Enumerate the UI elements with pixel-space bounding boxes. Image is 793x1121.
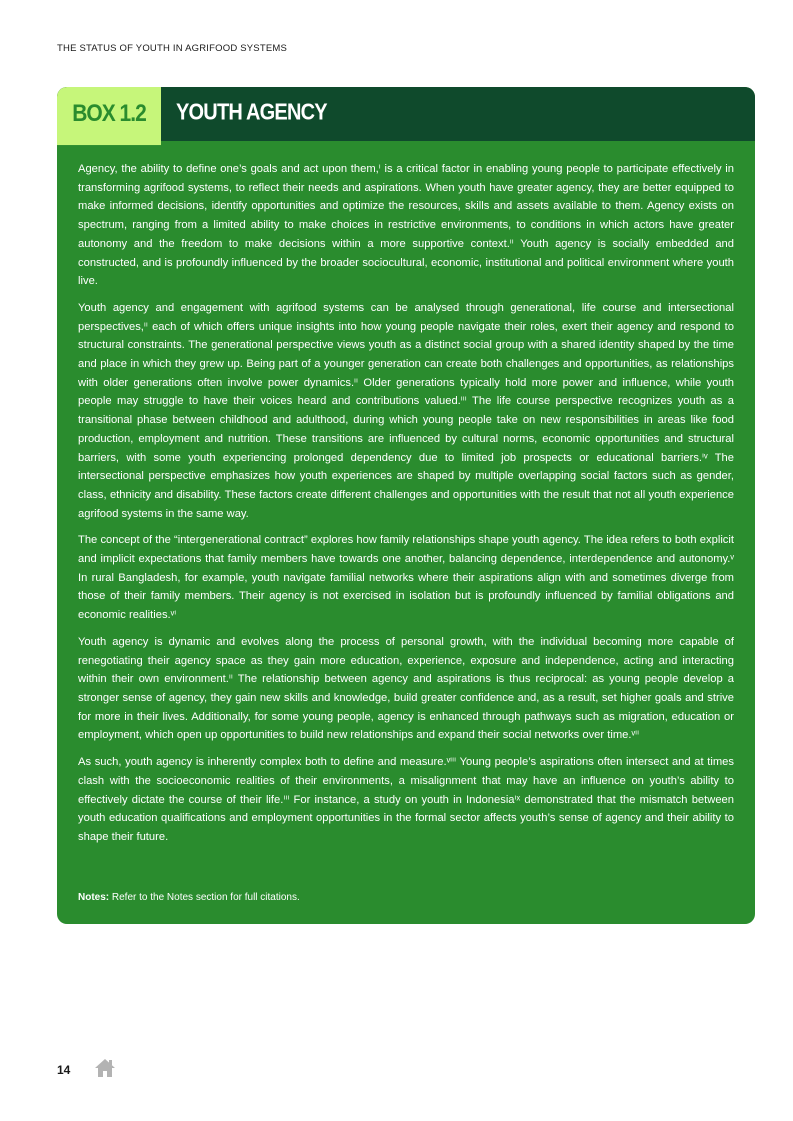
paragraph-4: Youth agency is dynamic and evolves along the process of personal growth, with the individual becoming more capable of renegotiating their agency space as they gain more education, experience, exposure and independence, acting and interacting within their own environment.ⁱⁱ The relationship between agency and aspirations is thus reciprocal: as young people develop a stronger sense of agency, they gain new skills and knowledge, build greater confidence and, as a result, set higher goals and strive for more in their lives. Additionally, for some young people, agency is enhanced through pathways such as migration, education or employment, which open up opportunities to build new relationships and expand their social networks over time.ᵛⁱⁱ: [78, 635, 734, 742]
page-number: 14: [57, 1063, 71, 1077]
notes-text: Refer to the Notes section for full citations.: [109, 892, 300, 903]
paragraph-2: Youth agency and engagement with agrifood systems can be analysed through generational, life course and intersectional perspectives,ⁱⁱ each of which offers unique insights into how young people navigate their roles, exert their agency and respond to structural constraints. The generational perspective views youth as a distinct social group with a shared identity shaped by the time and place in which they grew up. Being part of a younger generation can create both challenges and opportunities, as relationships with older generations often involve power dynamics.ⁱⁱ Older generations typically hold more power and influence, while youth people may struggle to have their voices heard and contributions valued.ⁱⁱⁱ The life course perspective recognizes youth as a transitional phase between childhood and adulthood, during which young people take on new responsibilities in areas like food production, employment and nutrition. These transitions are influenced by cultural norms, economic opportunities and structural barriers, with some youth experiencing prolonged dependency due to limited job prospects or educational barriers.ⁱᵛ The intersectional perspective emphasizes how youth experiences are shaped by multiple overlapping social factors such as gender, class, ethnicity and disability. These factors create different challenges and opportunities with the result that not all youth experience agrifood systems in the same way.: [78, 301, 734, 520]
paragraph-1: Agency, the ability to define one’s goals and act upon them,ⁱ is a critical factor in enabling young people to participate effectively in transforming agrifood systems, to reflect their needs and aspirations. When youth have greater agency, they are better equipped to make informed decisions, identify opportunities and optimize the resources, skills and assets available to them. Agency exists on spectrum, ranging from a limited ability to make choices in restrictive environments, to conditions in which actors have greater autonomy and the freedom to make decisions within a more supportive context.ⁱⁱ Youth agency is socially embedded and constructed, and is profoundly influenced by the broader sociocultural, economic, institutional and political environment where youth live.: [78, 163, 734, 288]
paragraph-3: The concept of the “intergenerational contract” explores how family relationships shape youth agency. The idea refers to both explicit and implicit expectations that family members have towards one another, balancing dependence, interdependence and autonomy.ᵛ In rural Bangladesh, for example, youth navigate familial networks where their aspirations align with and sometimes diverge from those of their family members. Their agency is not exercised in isolation but is profoundly influenced by familial obligations and economic realities.ᵛⁱ: [78, 534, 734, 622]
notes: [78, 892, 300, 903]
box-title: YOUTH AGENCY: [176, 100, 327, 126]
notes-label: Notes:: [78, 892, 110, 903]
box-youth-agency: [57, 87, 755, 924]
box-label: BOX 1.2: [57, 87, 161, 145]
box-body: [78, 160, 734, 855]
running-header: THE STATUS OF YOUTH IN AGRIFOOD SYSTEMS: [57, 43, 288, 54]
box-header: [57, 87, 755, 141]
home-icon[interactable]: [94, 1058, 116, 1078]
paragraph-5: As such, youth agency is inherently complex both to define and measure.ᵛⁱⁱⁱ Young people’s aspirations often intersect and at times clash with the socioeconomic realities of their environments, a misalignment that may have an influence on youth’s ability to effectively dictate the course of their life.ⁱⁱⁱ For instance, a study on youth in Indonesiaⁱˣ demonstrated that the mismatch between youth education qualifications and employment opportunities in the formal sector affects youth’s sense of agency and their ability to shape their future.: [78, 756, 734, 843]
